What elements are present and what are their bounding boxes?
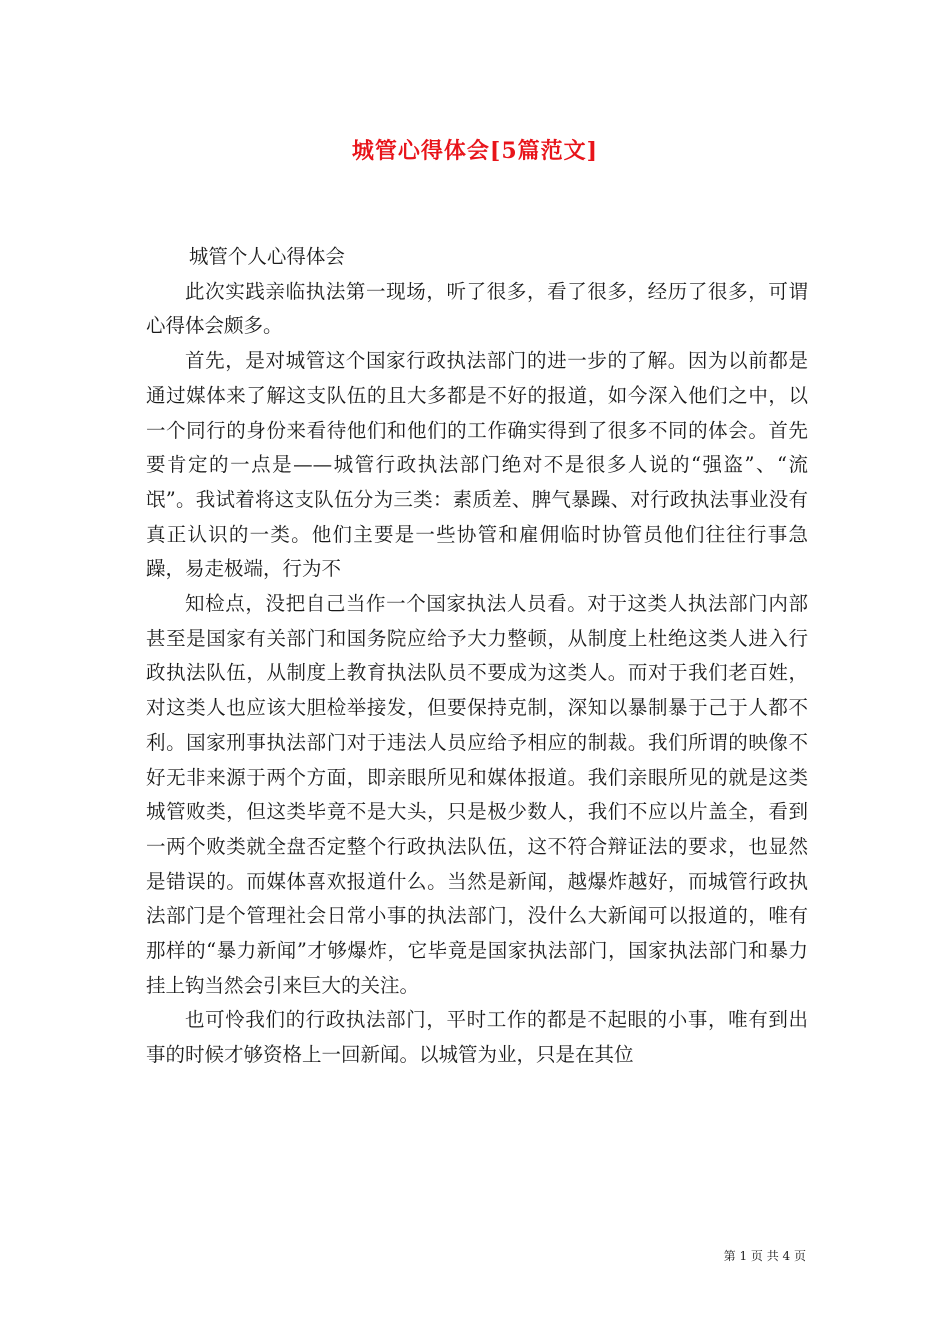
document-title: 城管心得体会[5篇范文] [351,138,599,164]
paragraph-4: 也可怜我们的行政执法部门，平时工作的都是不起眼的小事，唯有到出事的时候才够资格上一回新闻。以城管为业，只是在其位 [146,1008,808,1067]
paragraph-3: 知检点，没把自己当作一个国家执法人员看。对于这类人执法部门内部甚至是国家有关部门和国务院应给予大力整顿，从制度上杜绝这类人进入行政执法队伍，从制度上教育执法队员不要成为这类人。而对于我们老百姓，对这类人也应该大胆检举接发，但要保持克制，深知以暴制暴于己于人都不利。国家刑事执法部门对于违法人员应给予相应的制裁。我们所谓的映像不好无非来源于两个方面，即亲眼所见和媒体报道。我们亲眼所见的就是这类城管败类，但这类毕竟不是大头，只是极少数人，我们不应以片盖全，看到一两个败类就全盘否定整个行政执法队伍，这不符合辩证法的要求，也显然是错误的。而媒体喜欢报道什么。当然是新闻，越爆炸越好，而城管行政执法部门是个管理社会日常小事的执法部门，没什么大新闻可以报道的，唯有那样的“暴力新闻”才够爆炸，它毕竟是国家执法部门，国家执法部门和暴力挂上钩当然会引来巨大的关注。 [146,592,808,997]
document-body [146,240,808,1073]
section-subheading: 城管个人心得体会 [188,245,345,268]
paragraph-1: 此次实践亲临执法第一现场，听了很多，看了很多，经历了很多，可谓心得体会颇多。 [146,279,808,338]
page-number-indicator: 第 1 页 共 4 页 [723,1249,806,1263]
paragraph-2: 首先，是对城管这个国家行政执法部门的进一步的了解。因为以前都是通过媒体来了解这支队伍的且大多都是不好的报道，如今深入他们之中，以一个同行的身份来看待他们和他们的工作确实得到了很多不同的体会。首先要肯定的一点是——城管行政执法部门绝对不是很多人说的“强盗”、“流氓”。我试着将这支队伍分为三类：素质差、脾气暴躁、对行政执法事业没有真正认识的一类。他们主要是一些协管和雇佣临时协管员他们往往行事急躁，易走极端，行为不 [146,349,808,581]
